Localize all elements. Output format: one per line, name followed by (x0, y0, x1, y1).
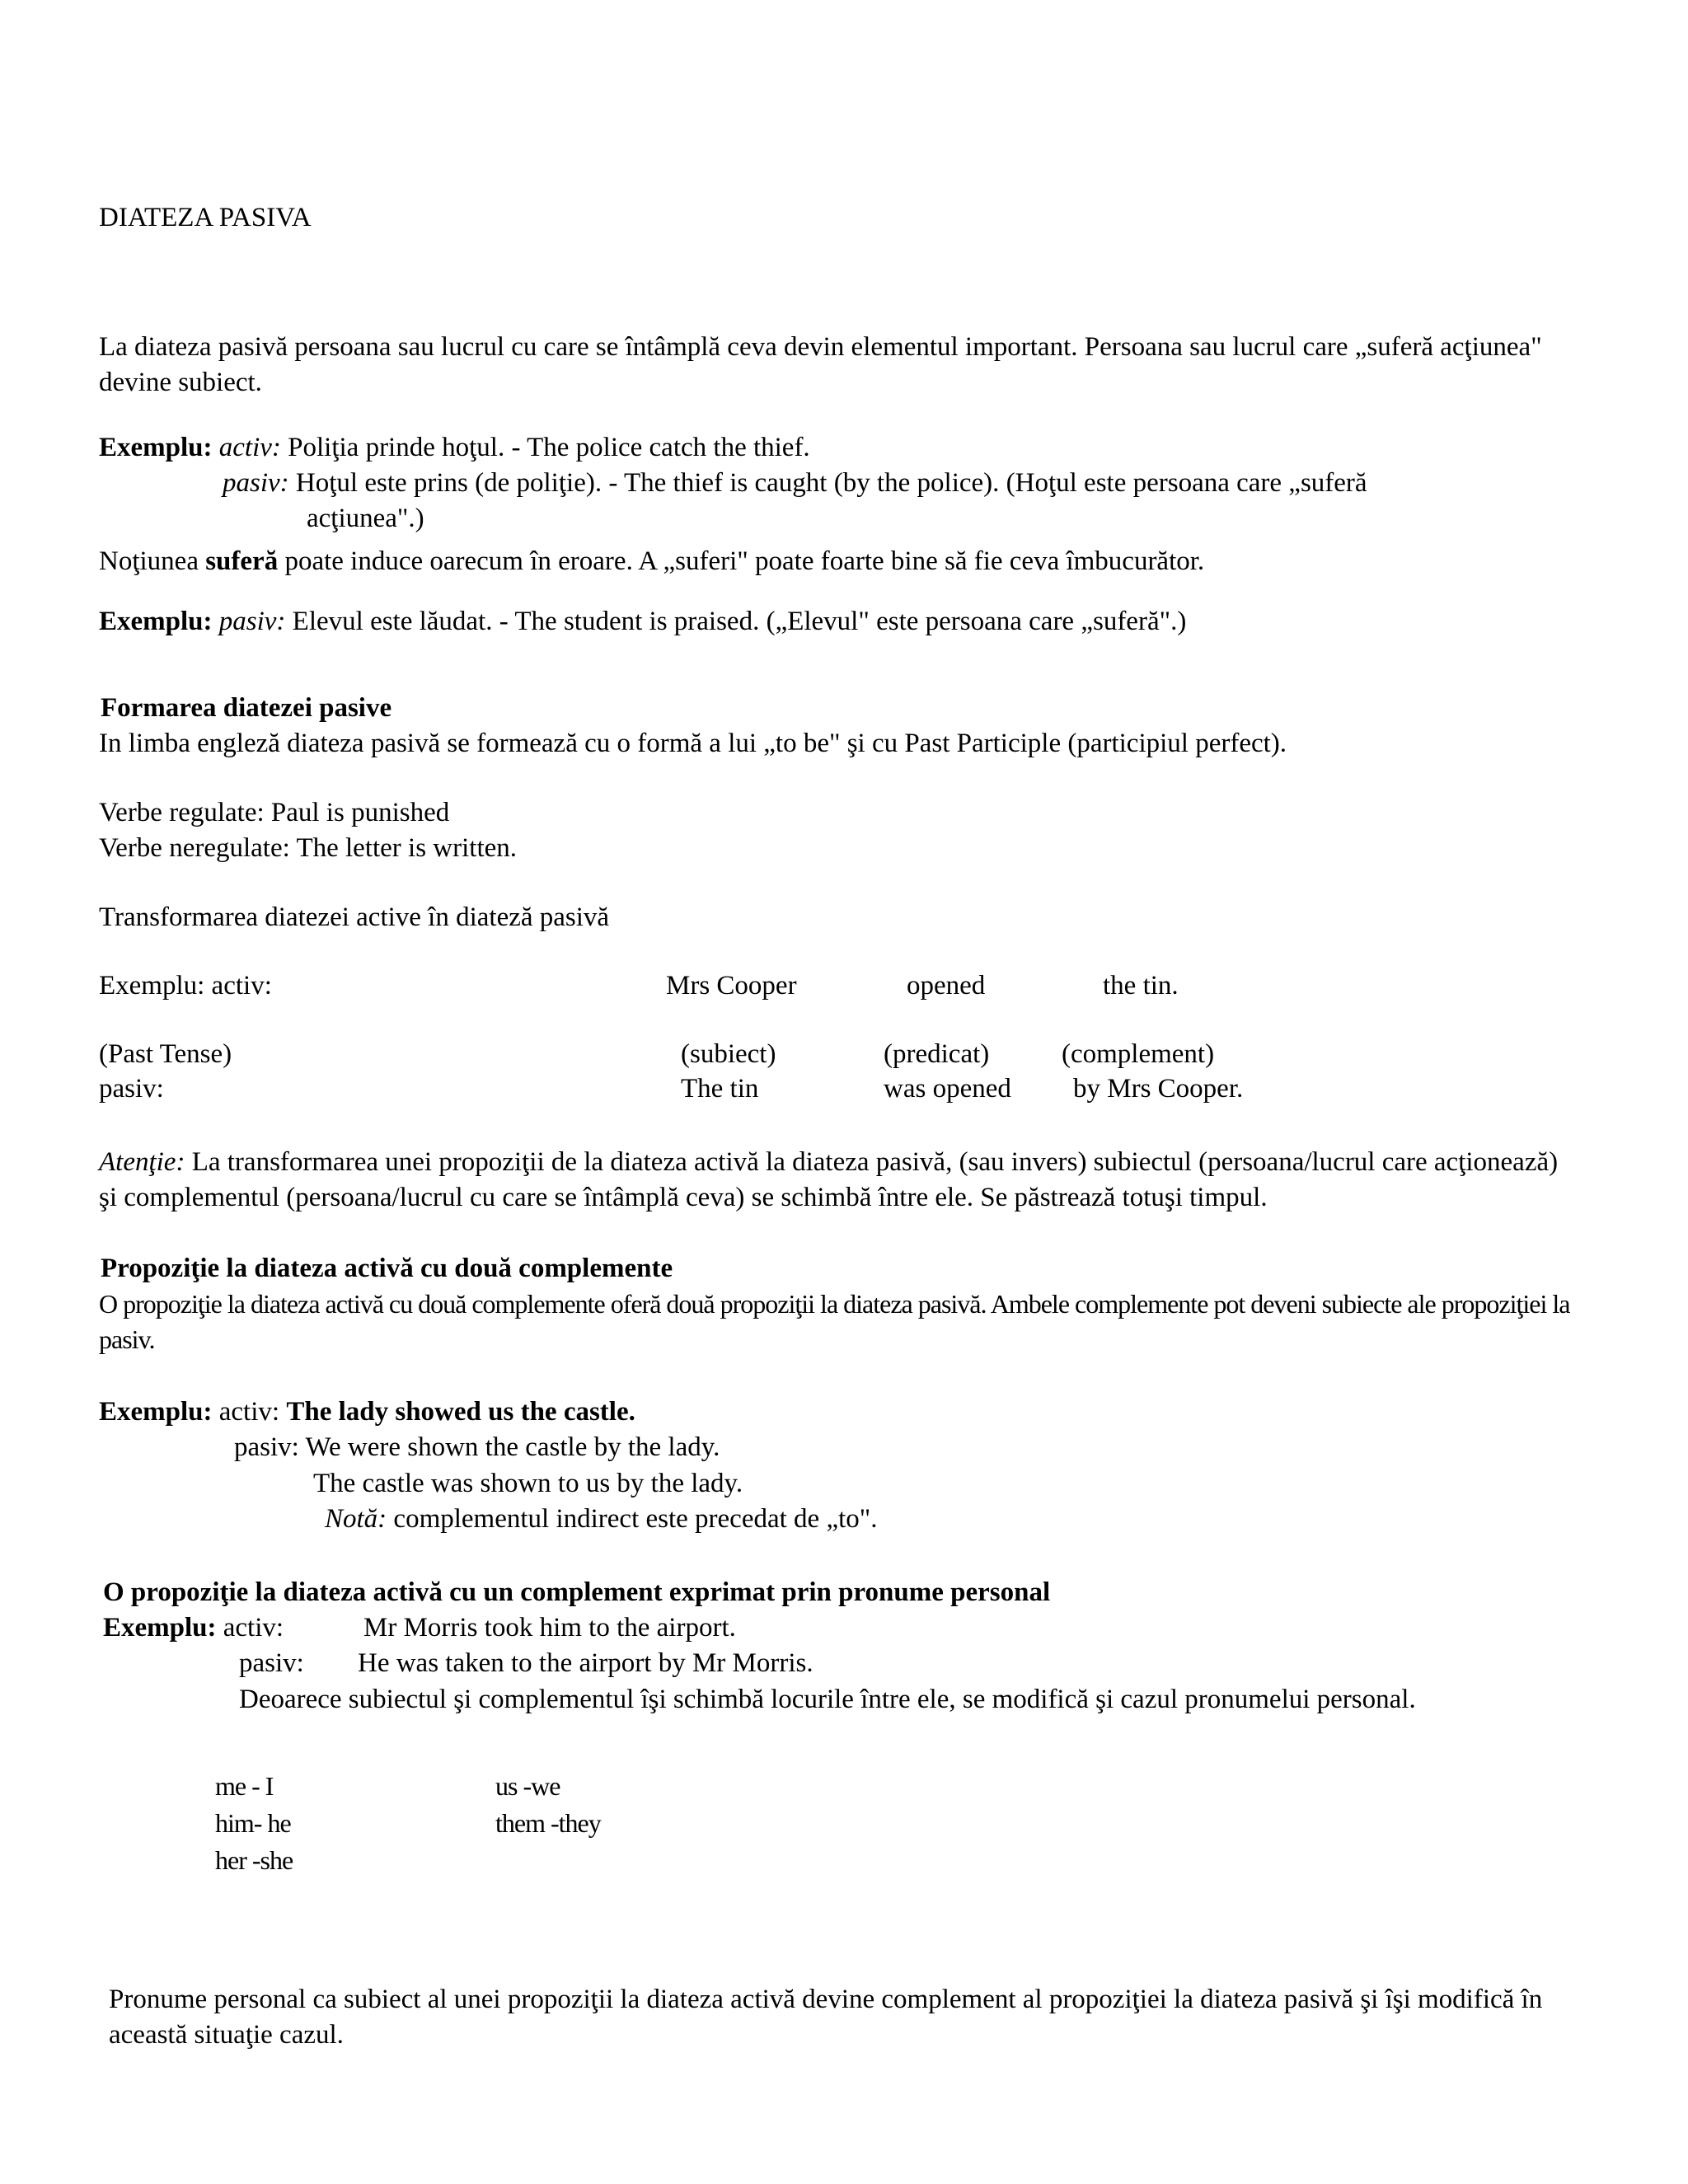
table-row2-col1: (Past Tense) (99, 1039, 232, 1069)
page-title: DIATEZA PASIVA (99, 203, 312, 232)
example3-activ-text: The lady showed us the castle. (286, 1397, 635, 1427)
table-row1-col4: the tin. (1103, 971, 1179, 1001)
pronume-activ-label: activ: (216, 1613, 284, 1643)
notiune-bold: suferă (205, 546, 279, 576)
pair-left-3: her -she (215, 1845, 293, 1875)
example1-pasiv-continuation: acţiunea".) (307, 504, 424, 533)
final-paragraph: Pronume personal ca subiect al unei propoziţii la diateza activă devine complement al propoziţiei la diateza pasivă şi îşi modifică în această situaţie cazul. (109, 1985, 1543, 2050)
table-row3-col4: by Mrs Cooper. (1073, 1074, 1244, 1104)
table-row3-col1: pasiv: (99, 1074, 164, 1104)
pair-left-2: him- he (215, 1808, 291, 1838)
formarea-heading: Formarea diatezei pasive (101, 693, 392, 723)
example3-label: Exemplu: (99, 1397, 213, 1427)
example3-activ-label: activ: (212, 1397, 287, 1427)
table-row1-col1: Exemplu: activ: (99, 971, 272, 1001)
table-row1-col3: opened (907, 971, 986, 1001)
pronume-label: Exemplu: (103, 1613, 217, 1643)
example2-line (99, 604, 1186, 640)
notiune-line (99, 544, 1204, 579)
example3-nota-text: complementul indirect este precedat de „to". (387, 1504, 878, 1534)
example1-activ-text: Poliţia prinde hoţul. - The police catch the thief. (288, 433, 810, 462)
verbe-regulate: Verbe regulate: Paul is punished (99, 798, 450, 827)
example1-pasiv-text: Hoţul este prins (de poliţie). - The thief is caught (by the police). (Hoţul este persoana care „suferă (295, 468, 1367, 498)
table-row2-col3: (predicat) (884, 1039, 990, 1069)
notiune-before: Noţiunea (99, 546, 206, 576)
example3-activ-line (99, 1394, 635, 1430)
doua-heading: Propoziţie la diateza activă cu două complemente (101, 1254, 673, 1283)
example1-pasiv-label: pasiv: (223, 468, 289, 498)
example1-label: Exemplu: (99, 433, 213, 462)
example3-pasiv-line1: pasiv: We were shown the castle by the lady. (234, 1432, 720, 1462)
example3-nota-line (325, 1502, 877, 1537)
example3-nota-label: Notă: (325, 1504, 387, 1534)
atentie-paragraph (99, 1145, 1582, 1216)
intro-paragraph: La diateza pasivă persoana sau lucrul cu care se întâmplă ceva devin elementul important. Persoana sau lucrul care „suferă acţiunea" devine subiect. (99, 332, 1542, 397)
example2-pasiv-label: pasiv: (218, 607, 286, 636)
table-row3-col2: The tin (681, 1074, 759, 1104)
example2-label: Exemplu: (99, 607, 213, 636)
pronume-heading: O propoziţie la diateza activă cu un complement exprimat prin pronume personal (103, 1577, 1051, 1607)
atentie-text: La transformarea unei propoziţii de la diateza activă la diateza pasivă, (sau invers) subiectul (persoana/lucrul care acţionează) şi complementul (persoana/lucrul cu care se întâmplă ceva) se schimbă între ele. Se păstrează totuşi timpul. (99, 1147, 1559, 1212)
example1-activ-label: activ: (218, 433, 281, 462)
pronume-activ-line (103, 1610, 284, 1646)
pair-left-1: me - I (215, 1771, 274, 1801)
table-row2-col4: (complement) (1062, 1039, 1215, 1069)
table-row1-col2: Mrs Cooper (666, 971, 797, 1001)
notiune-after: poate induce oarecum în eroare. A „suferi" poate foarte bine să fie ceva îmbucurător. (278, 546, 1205, 576)
pronume-pasiv-label: pasiv: (239, 1648, 304, 1678)
pair-right-1: us -we (495, 1771, 560, 1801)
example2-text: Elevul este lăudat. - The student is praised. („Elevul" este persoana care „suferă".) (292, 607, 1187, 636)
transformarea-heading: Transformarea diatezei active în diateză pasivă (99, 902, 610, 932)
pronume-pasiv-text: He was taken to the airport by Mr Morris. (358, 1648, 814, 1678)
example1-activ-line (99, 430, 810, 466)
table-row2-col2: (subiect) (681, 1039, 776, 1069)
formarea-text: In limba engleză diateza pasivă se formează cu o formă a lui „to be" şi cu Past Participle (participiul perfect). (99, 729, 1287, 758)
pair-right-2: them -they (495, 1808, 601, 1838)
example1-pasiv-line (223, 466, 1367, 501)
pronume-activ-text: Mr Morris took him to the airport. (363, 1613, 736, 1643)
pronume-note: Deoarece subiectul şi complementul îşi schimbă locurile între ele, se modifică şi cazul pronumelui personal. (239, 1685, 1416, 1714)
example3-pasiv-line2: The castle was shown to us by the lady. (313, 1469, 743, 1498)
atentie-label: Atenţie: (99, 1147, 185, 1177)
doua-text: O propoziţie la diateza activă cu două complemente oferă două propoziţii la diateza pasivă. Ambele complemente pot deveni subiecte ale propoziţiei la pasiv. (99, 1289, 1570, 1354)
table-row3-col3: was opened (884, 1074, 1011, 1104)
verbe-neregulate: Verbe neregulate: The letter is written. (99, 833, 518, 863)
